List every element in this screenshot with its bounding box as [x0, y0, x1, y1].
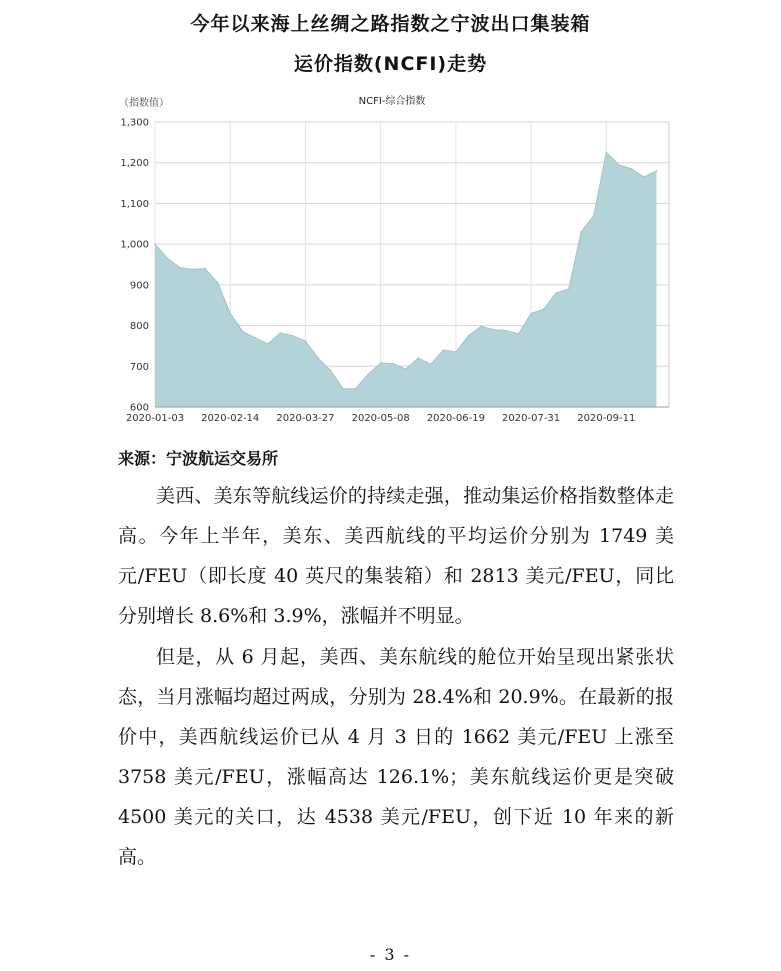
data-point	[480, 326, 482, 328]
data-point	[229, 313, 231, 315]
y-axis	[120, 118, 149, 414]
x-tick-label: 2020-06-19	[426, 413, 485, 424]
data-point	[405, 368, 407, 370]
data-point	[292, 335, 294, 337]
x-tick-label: 2020-05-08	[351, 413, 410, 424]
data-point	[555, 292, 557, 294]
data-point	[217, 282, 219, 284]
data-point	[418, 357, 420, 359]
data-point	[380, 362, 382, 364]
data-point	[643, 176, 645, 178]
data-point	[330, 370, 332, 372]
data-point	[242, 331, 244, 333]
chart-source: 来源：宁波航运交易所	[118, 449, 279, 468]
data-point	[305, 340, 307, 342]
x-tick-label: 2020-01-03	[125, 413, 185, 424]
data-point	[606, 152, 608, 154]
ncfi-area-chart	[105, 86, 680, 431]
data-point	[631, 168, 633, 170]
page-number: - 3 -	[369, 945, 412, 964]
document-title-line1: 今年以来海上丝绸之路指数之宁波出口集装箱	[190, 13, 591, 35]
x-tick-label: 2020-09-11	[577, 413, 636, 424]
data-point	[355, 388, 357, 390]
x-tick-label: 2020-07-31	[502, 413, 561, 424]
data-point	[493, 329, 495, 331]
data-point	[154, 243, 156, 245]
data-point	[267, 343, 269, 345]
data-point	[568, 288, 570, 290]
y-tick-label: 1,000	[120, 239, 149, 251]
data-point	[530, 313, 532, 315]
y-tick-label: 800	[129, 321, 149, 333]
chart-ylabel: （指数值）	[119, 98, 169, 109]
data-point	[505, 330, 507, 332]
data-point	[280, 332, 282, 334]
x-tick-label: 2020-03-27	[276, 413, 335, 424]
x-tick-label: 2020-02-14	[201, 413, 260, 424]
data-point	[255, 337, 257, 339]
data-point	[192, 269, 194, 271]
y-tick-label: 1,300	[120, 117, 149, 129]
data-point	[455, 351, 457, 353]
body-paragraph-1: 美西、美东等航线运价的持续走强，推动集运价格指数整体走高。今年上半年，美东、美西航线的平均运价分别为 1749 美元/FEU（即长度 40 英尺的集装箱）和 2813 美元/FEU，同比分别增长 8.6%和 3.9%，涨幅并不明显。	[118, 485, 674, 627]
data-point	[392, 363, 394, 365]
data-point	[179, 267, 181, 269]
data-point	[618, 164, 620, 166]
chart-series	[154, 152, 657, 407]
data-point	[367, 374, 369, 376]
data-point	[167, 258, 169, 260]
data-point	[593, 215, 595, 217]
data-point	[656, 170, 658, 172]
y-tick-label: 900	[129, 280, 149, 292]
data-point	[468, 335, 470, 337]
data-point	[342, 388, 344, 390]
y-tick-label: 1,200	[120, 158, 149, 170]
data-point	[518, 333, 520, 335]
body-paragraph-2: 但是，从 6 月起，美西、美东航线的舱位开始呈现出紧张状态，当月涨幅均超过两成，分别为 28.4%和 20.9%。在最新的报价中，美西航线运价已从 4 月 3 日的 1662 美元/FEU 上涨至 3758 美元/FEU，涨幅高达 126.1%；美东航线运价更是突破 4500 美元的关口，达 4538 美元/FEU，创下近 10 年来的新高。	[118, 646, 674, 868]
data-point	[543, 309, 545, 311]
chart-title: NCFI-综合指数	[358, 96, 426, 107]
data-point	[580, 231, 582, 233]
document-title-line2: 运价指数(NCFI)走势	[293, 53, 488, 75]
y-tick-label: 600	[129, 402, 149, 414]
data-point	[204, 268, 206, 270]
data-point	[430, 364, 432, 366]
data-point	[443, 349, 445, 351]
x-axis	[126, 407, 669, 424]
data-point	[317, 357, 319, 359]
y-tick-label: 1,100	[120, 198, 149, 210]
y-tick-label: 700	[129, 361, 149, 373]
